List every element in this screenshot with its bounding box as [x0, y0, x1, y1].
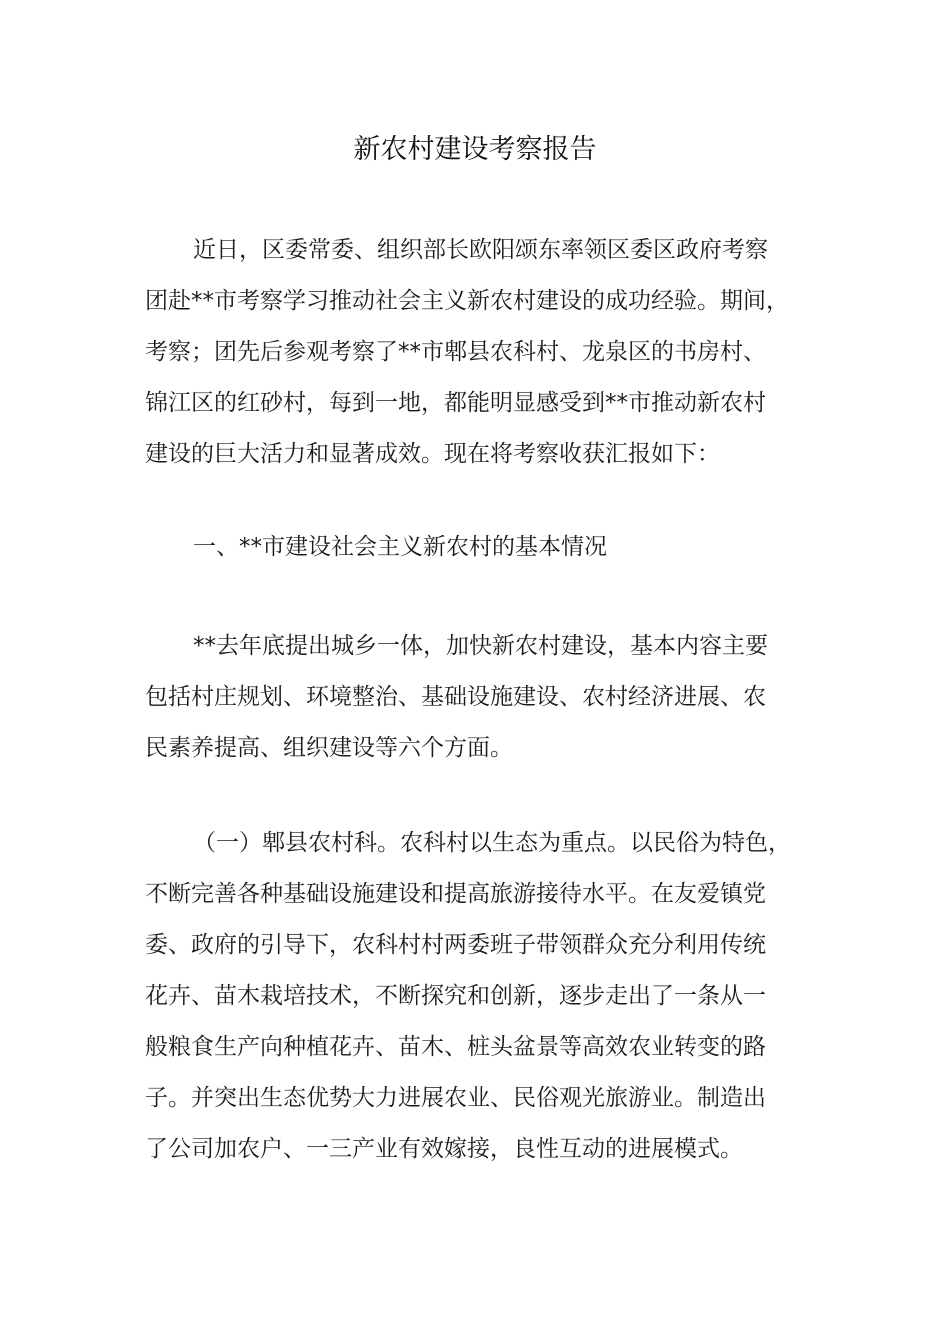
- text-line: 了公司加农户、一三产业有效嫁接，良性互动的进展模式。: [145, 1136, 743, 1162]
- text-line: 不断完善各种基础设施建设和提高旅游接待水平。在友爱镇党: [145, 881, 766, 907]
- text-line: 一、**市建设社会主义新农村的基本情况: [193, 534, 607, 560]
- text-line: 委、政府的引导下，农科村村两委班子带领群众充分利用传统: [145, 932, 766, 958]
- text-line: 近日，区委常委、组织部长欧阳颂东率领区委区政府考察: [193, 237, 768, 263]
- text-line: （一）郫县农村科。农科村以生态为重点。以民俗为特色，: [193, 830, 791, 856]
- text-line: 锦江区的红砂村，每到一地，都能明显感受到**市推动新农村: [145, 390, 766, 416]
- paragraph-overview: [145, 621, 768, 774]
- section-heading: [145, 522, 607, 573]
- paragraph-nongke-village: [145, 818, 791, 1175]
- paragraph-intro: [145, 225, 789, 480]
- text-line: 花卉、苗木栽培技术，不断探究和创新，逐步走出了一条从一: [145, 983, 766, 1009]
- text-line: 团赴**市考察学习推动社会主义新农村建设的成功经验。期间，: [145, 288, 789, 314]
- document-title: 新农村建设考察报告: [353, 134, 597, 165]
- text-line: 民素养提高、组织建设等六个方面。: [145, 735, 513, 761]
- text-line: 子。并突出生态优势大力进展农业、民俗观光旅游业。制造出: [145, 1085, 766, 1111]
- text-line: 建设的巨大活力和显著成效。现在将考察收获汇报如下：: [145, 441, 720, 467]
- text-line: 般粮食生产向种植花卉、苗木、桩头盆景等高效农业转变的路: [145, 1034, 766, 1060]
- text-line: 考察；团先后参观考察了**市郫县农科村、龙泉区的书房村、: [145, 339, 766, 365]
- text-line: **去年底提出城乡一体，加快新农村建设，基本内容主要: [193, 633, 768, 659]
- text-line: 包括村庄规划、环境整治、基础设施建设、农村经济进展、农: [145, 684, 766, 710]
